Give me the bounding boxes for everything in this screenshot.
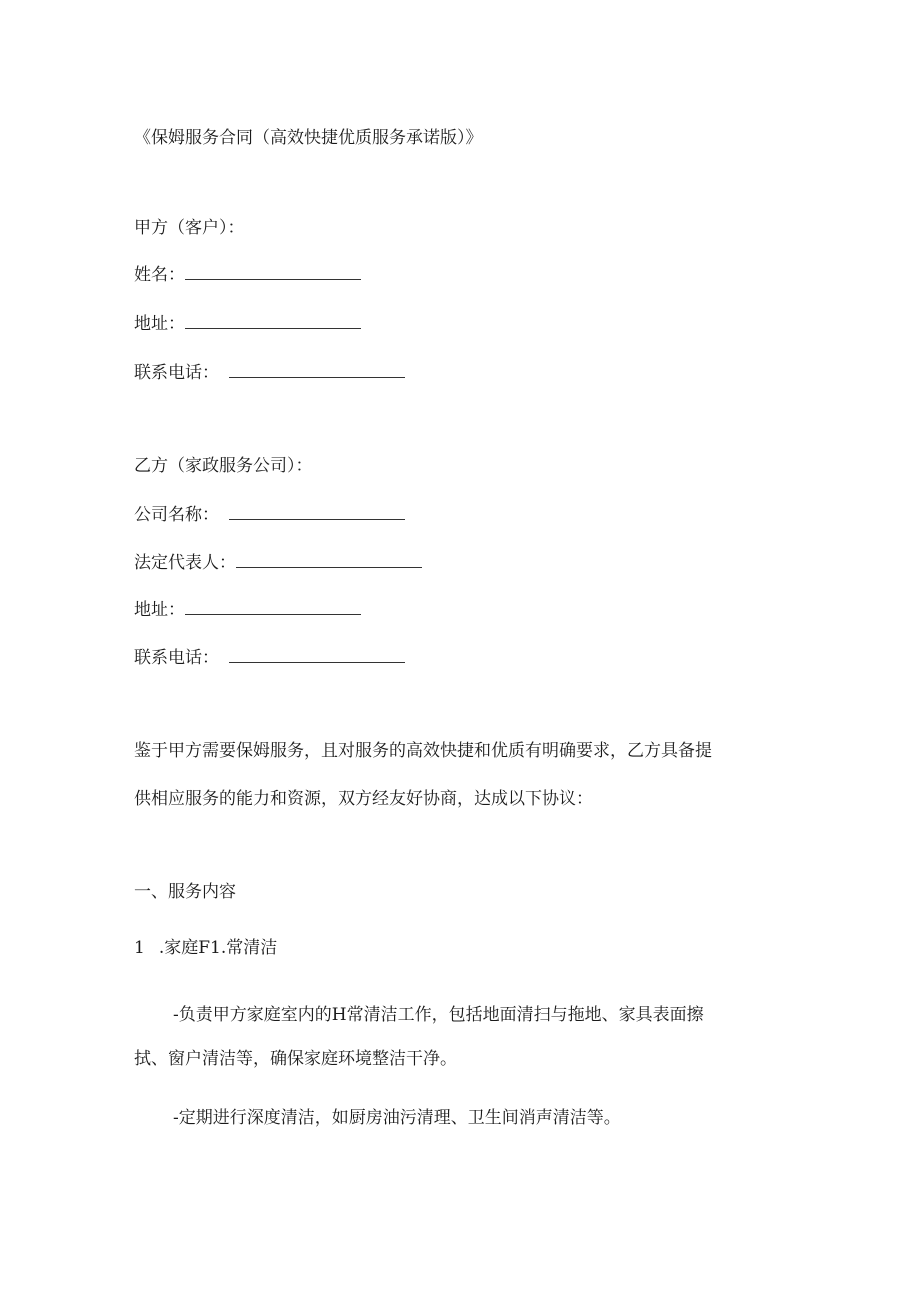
- party-b-company-field: [134, 502, 405, 527]
- party-a-phone-blank: [229, 360, 405, 378]
- party-b-address-field: [134, 597, 361, 622]
- party-a-name-field: [134, 262, 361, 287]
- party-a-address-blank: [185, 311, 361, 329]
- preamble-line-1: 鉴于甲方需要保姆服务，且对服务的高效快捷和优质有明确要求，乙方具备提: [134, 741, 712, 761]
- bullet-1-line-2: 拭、窗户清洁等，确保家庭环境整洁干净。: [134, 1049, 457, 1069]
- party-a-name-label: 姓名：: [134, 265, 185, 285]
- party-a-phone-field: [134, 360, 405, 385]
- section-1-heading: 一、服务内容: [134, 882, 236, 902]
- bullet-2: -定期进行深度清洁，如厨房油污清理、卫生间消声清洁等。: [173, 1108, 621, 1128]
- party-b-phone-label: 联系电话：: [134, 648, 219, 668]
- party-b-phone-blank: [229, 645, 405, 663]
- party-a-address-field: [134, 311, 361, 336]
- document-title: 《保姆服务合同（高效快捷优质服务承诺版）》: [134, 128, 483, 148]
- item-1-label: .家庭F1.常清洁: [158, 938, 278, 958]
- party-b-heading: 乙方（家政服务公司）：: [134, 456, 313, 476]
- party-b-address-label: 地址：: [134, 600, 185, 620]
- party-b-company-label: 公司名称：: [134, 505, 219, 525]
- party-b-rep-blank: [236, 550, 422, 568]
- party-b-rep-field: [134, 550, 422, 575]
- bullet-1-line-1: -负责甲方家庭室内的H常清洁工作，包括地面清扫与拖地、家具表面擦: [173, 1005, 704, 1025]
- party-a-heading: 甲方（客户）：: [134, 218, 245, 238]
- item-1-number: 1: [134, 938, 145, 958]
- party-b-rep-label: 法定代表人：: [134, 553, 236, 573]
- party-b-address-blank: [185, 597, 361, 615]
- party-b-phone-field: [134, 645, 405, 670]
- preamble-line-2: 供相应服务的能力和资源，双方经友好协商，达成以下协议：: [134, 789, 593, 809]
- party-a-phone-label: 联系电话：: [134, 363, 219, 383]
- party-a-name-blank: [185, 262, 361, 280]
- party-a-address-label: 地址：: [134, 314, 185, 334]
- item-1-title: [134, 936, 277, 960]
- party-b-company-blank: [229, 502, 405, 520]
